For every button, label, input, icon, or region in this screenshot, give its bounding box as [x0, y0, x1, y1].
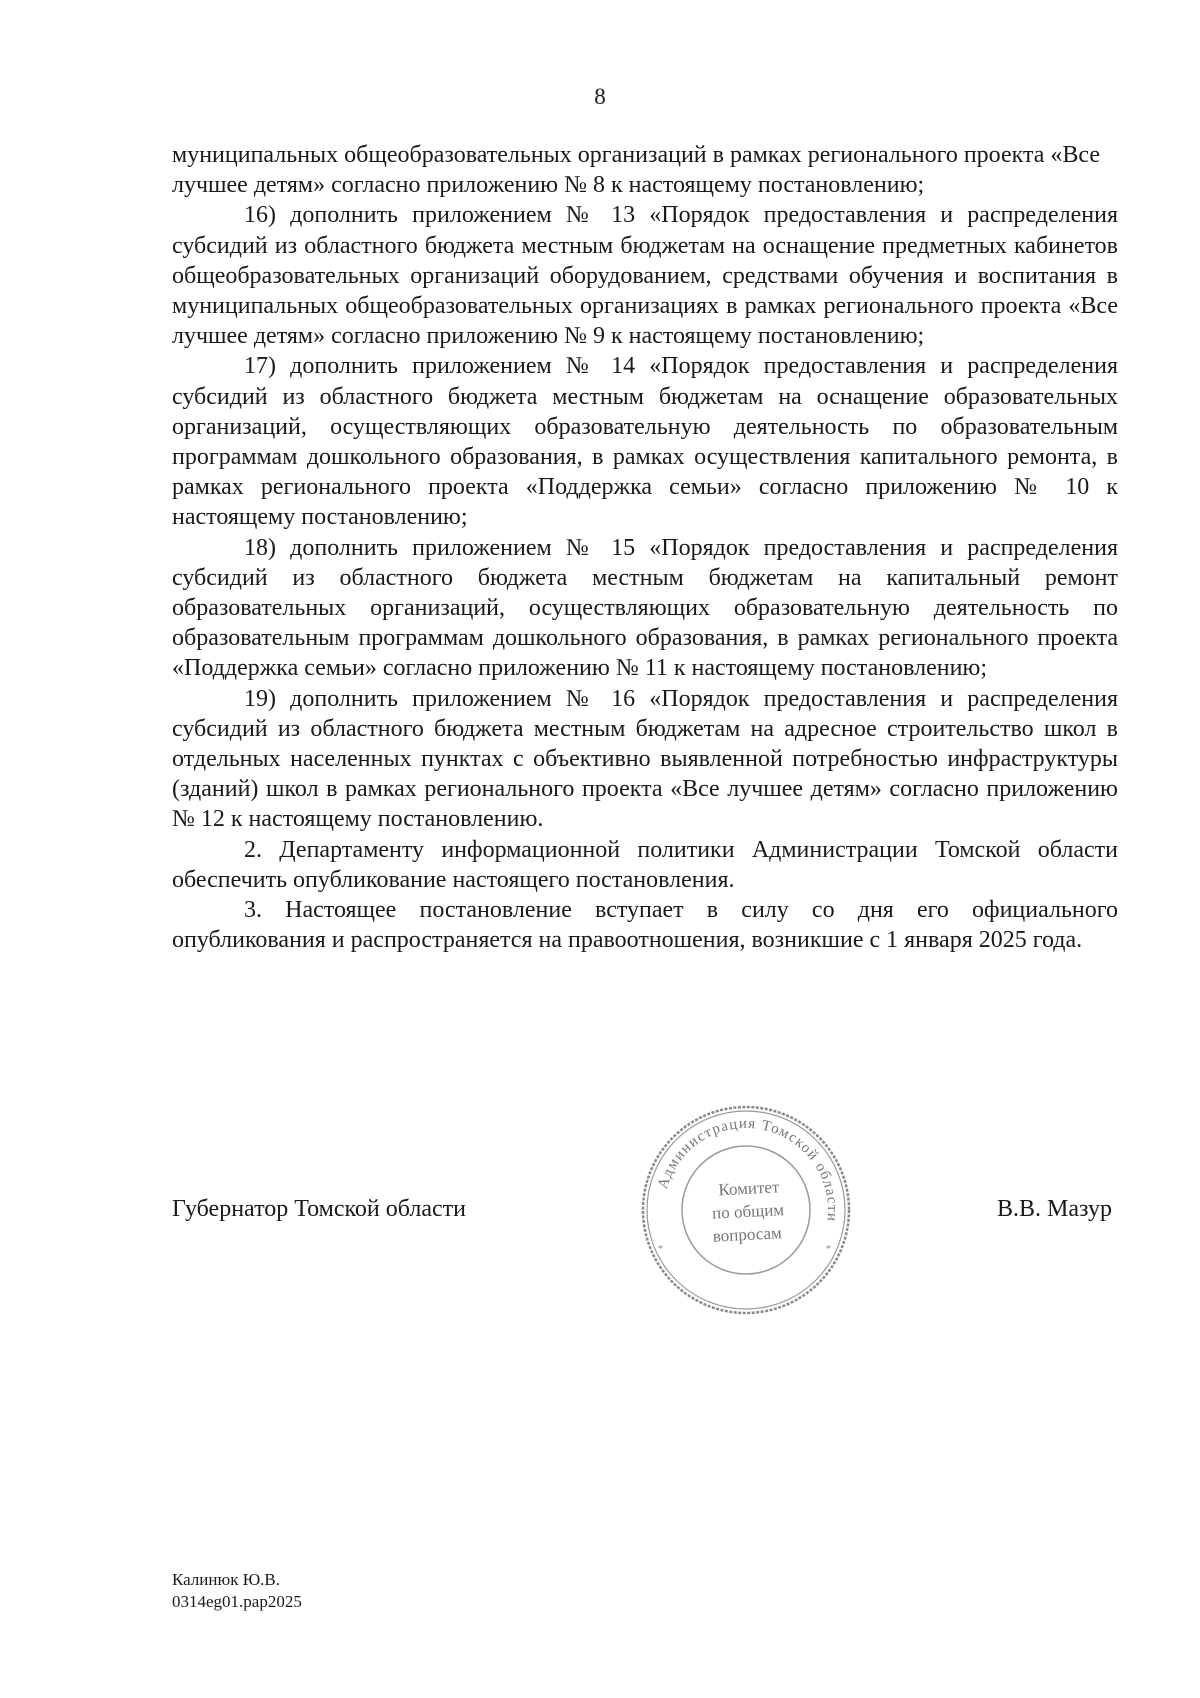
- paragraph-item-19: 19) дополнить приложением № 16 «Порядок предоставления и распределения субсидий из областного бюджета местным бюджетам на адресное строительство школ в отдельных населенных пунктах с объективно выявленной потребностью инфраструктуры (зданий) школ в рамках регионального проекта «Все лучшее детям» согласно приложению № 12 к настоящему постановлению.: [172, 685, 1118, 833]
- paragraph-item-17: 17) дополнить приложением № 14 «Порядок предоставления и распределения субсидий из областного бюджета местным бюджетам на оснащение образовательных организаций, осуществляющих образовательную деятельность по образовательным программам дошкольного образования, в рамках осуществления капитального ремонта, в рамках регионального проекта «Поддержка семьи» согласно приложению № 10 к настоящему постановлению;: [172, 353, 1118, 531]
- seal-ring-text: Администрация Томской области: [654, 1115, 841, 1223]
- signatory-title: Губернатор Томской области: [172, 1196, 466, 1222]
- seal-center-line-1: Комитет: [717, 1177, 780, 1200]
- executor-block: [172, 1569, 302, 1613]
- paragraph-continuation: муниципальных общеобразовательных организаций в рамках регионального проекта «Все лучшее детям» согласно приложению № 8 к настоящему постановлению;: [172, 142, 1100, 199]
- file-code: 0314eg01.pap2025: [172, 1592, 302, 1611]
- paragraph-item-18: 18) дополнить приложением № 15 «Порядок предоставления и распределения субсидий из областного бюджета местным бюджетам на капитальный ремонт образовательных организаций, осуществляющих образовательную деятельность по образовательным программам дошкольного образования, в рамках регионального проекта «Поддержка семьи» согласно приложению № 11 к настоящему постановлению;: [172, 534, 1118, 682]
- executor-name: Калинюк Ю.В.: [172, 1570, 281, 1589]
- paragraph-clause-2: 2. Департаменту информационной политики Администрации Томской области обеспечить опубликование настоящего постановления.: [172, 836, 1118, 893]
- svg-text:*: *: [658, 1244, 663, 1255]
- seal-center-line-3: вопросам: [712, 1223, 783, 1246]
- seal-center-line-2: по общим: [711, 1200, 785, 1223]
- paragraph-item-16: 16) дополнить приложением № 13 «Порядок предоставления и распределения субсидий из областного бюджета местным бюджетам на оснащение предметных кабинетов общеобразовательных организаций оборудованием, средствами обучения и воспитания в муниципальных общеобразовательных организациях в рамках регионального проекта «Все лучшее детям» согласно приложению № 9 к настоящему постановлению;: [172, 202, 1118, 350]
- document-body: [172, 140, 1118, 955]
- page-number: 8: [594, 84, 606, 109]
- paragraph-clause-3: 3. Настоящее постановление вступает в силу со дня его официального опубликования и распространяется на правоотношения, возникшие с 1 января 2025 года.: [172, 897, 1118, 954]
- svg-text:*: *: [826, 1244, 831, 1255]
- signatory-name: В.В. Мазур: [997, 1196, 1112, 1222]
- official-seal-stamp: [638, 1102, 854, 1318]
